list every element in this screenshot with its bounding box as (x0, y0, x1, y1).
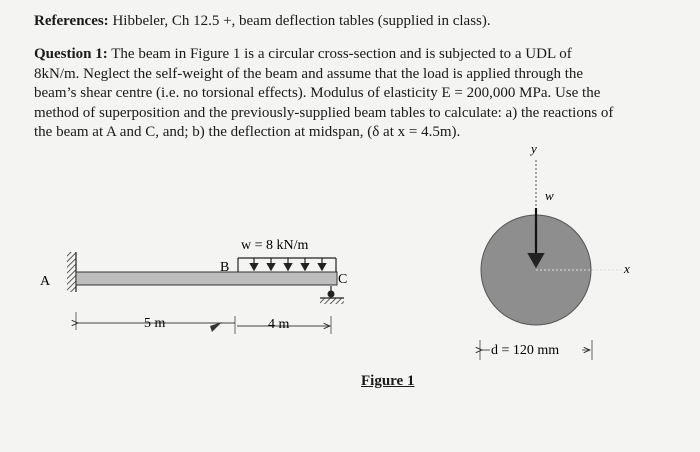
references-text: Hibbeler, Ch 12.5 +, beam deflection tables (supplied in class). (108, 13, 491, 29)
dim-ab-label: 5 m (144, 316, 166, 331)
udl-load (238, 258, 336, 272)
beam (76, 272, 337, 285)
label-a: A (40, 274, 51, 289)
roller-support-c (320, 286, 344, 304)
diameter-label: d = 120 mm (491, 343, 560, 358)
label-c: C (338, 272, 348, 287)
fixed-support-a (67, 252, 76, 292)
references-label: References: (34, 13, 109, 29)
y-axis-label: y (531, 141, 537, 156)
x-axis-label: x (624, 261, 630, 276)
label-b: B (220, 260, 230, 275)
question-line: Question 1: The beam in Figure 1 is a circular cross-section and is subjected to a UDL of (34, 46, 572, 62)
udl-label: w = 8 kN/m (241, 238, 309, 253)
question-line: beam’s shear centre (i.e. no torsional effects). Modulus of elasticity E = 200,000 MPa. Use the (34, 85, 601, 101)
question-line: the beam at A and C, and; b) the deflection at midspan, (δ at x = 4.5m). (34, 124, 461, 140)
question-line: 8kN/m. Neglect the self-weight of the beam and assume that the load is applied through the (34, 65, 584, 82)
question-line: method of superposition and the previously-supplied beam tables to calculate: a) the reactions of (34, 104, 614, 121)
section-load-label: w (545, 188, 554, 203)
question-label: Question 1: (34, 46, 108, 62)
dim-bc-label: 4 m (268, 317, 290, 332)
figure-caption: Figure 1 (361, 373, 415, 389)
